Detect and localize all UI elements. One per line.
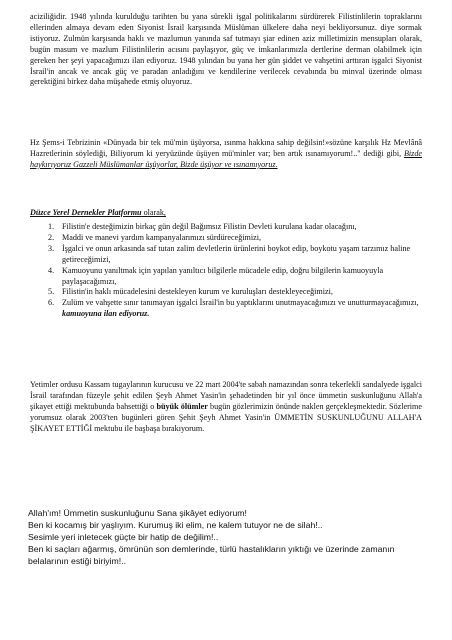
- paragraph-sems-mevlana-quote: [30, 138, 422, 171]
- list-item-text: Filistin'e desteğimizin birkaç gün değil Bağımsız Filistin Devleti kurulana kadar olacağını,: [62, 222, 357, 231]
- list-item-text: Filistin'in haklı mücadelesini destekleyen kurum ve kuruluşları destekleyeceğimizi,: [62, 287, 333, 297]
- list-item: [48, 298, 422, 320]
- platform-title-suffix: olarak,: [141, 208, 166, 217]
- list-item: [48, 244, 422, 266]
- list-item: [48, 222, 422, 233]
- closing-line: Sesimle yeri inletecek güçte bir hatip de değilim!..: [28, 531, 219, 542]
- commitment-list: [48, 222, 422, 320]
- list-item-text: İşgalci ve onun arkasında saf tutan zalim devletlerin ürünlerini boykot edip, boykotu yaşam tarzımız haline getireceğimizi,: [62, 243, 411, 264]
- yasin-text-before: Yetimler ordusu Kassam tugaylarının kurucusu ve 22 mart 2004'te sabah namazından sonra tekerlekli sandalyede işgalci İsrail tarafından füzeyle şehit edilen Şeyh Ahmet Yasin'in şehadetinden bir yıl önce ümmetin suskunluğunu Allah'a şikayet ettiği mektubunda bahsettiği o: [30, 380, 422, 411]
- closing-letter-excerpt: [28, 508, 428, 568]
- list-item-number: 1.: [48, 222, 55, 231]
- list-item-text: Zulüm ve vahşette sınır tanımayan işgalci İsrail'in bu yaptıklarını unutmayacağımızı ve unutturmayacağımızı,: [62, 298, 419, 308]
- list-item-text: Maddi ve manevi yardım kampanyalarımızı sürdüreceğimizi,: [62, 232, 261, 242]
- list-item: [48, 266, 422, 288]
- yasin-bold-phrase: büyük ölümler: [156, 401, 208, 411]
- yasin-text-after: bugün gözlerimizin önünde naklen gerçekleşmektedir. Sözlerime yorumsuz olarak 2003'ten bugünleri gören Şehit Şeyh Ahmet Yasin'in ÜMMETİN SUSKUNLUĞUNU ALLAH'A ŞİKAYET ETTİĞİ mektubu ile başbaşa bırakıyorum.: [30, 401, 422, 433]
- list-item-number: 4.: [48, 265, 55, 275]
- list-item: [48, 287, 422, 298]
- quote-underlined-statement: Bizde haykırıyoruz Gazzeli Müslümanlar üşüyorlar, Bizde üşüyor ve ısınamıyoruz.: [30, 148, 422, 169]
- list-item-number: 2.: [48, 232, 55, 242]
- platform-heading: [30, 208, 166, 219]
- closing-line: Ben ki saçları ağarmış, ömrünün son demlerinde, türlü hastalıkların yıktığı ve üzerinde zamanın belalarının estiği biriyim!..: [28, 543, 395, 566]
- list-item-number: 5.: [48, 287, 55, 297]
- closing-line: Ben ki kocamış bir yaşlıyım. Kurumuş iki elim, ne kalem tutuyor ne de silah!..: [28, 519, 323, 530]
- closing-line: Allah'ım! Ümmetin suskunluğunu Sana şikâyet ediyorum!: [28, 508, 247, 518]
- quote-text: Hz Şems-i Tebrizinin «Dünyada bir tek mü'min üşüyorsa, ısınma hakkına sahip değilsin!»sözüne karşılık Hz Mevlânâ Hazretlerinin söylediği, Biliyorum ki yeryüzünde üşüyen mü'minler var; ben artık ısınamıyorum!.." dediği gibi,: [30, 138, 422, 158]
- list-item-emphasis: kamuoyuna ilan ediyoruz.: [62, 309, 150, 319]
- list-item-text: Kamuoyunu yanıltmak için yapılan yanıltıcı bilgilerle mücadele edip, doğru bilgilerin kamuoyuyla paylaşacağımızı,: [62, 265, 384, 286]
- platform-title: Düzce Yerel Dernekler Platformu: [30, 208, 142, 217]
- list-item-number: 6.: [48, 298, 55, 308]
- list-item: [48, 233, 422, 244]
- paragraph-ahmet-yasin: [30, 380, 422, 435]
- list-item-number: 3.: [48, 243, 55, 253]
- paragraph-gaza-statement: aciziliğidir. 1948 yılında kurulduğu tarihten bu yana sürekli işgal politikalarını sürdürerek Filistinlilerin topraklarını ellerinden almaya devam eden Siyonist İsrail karşısında Müslüman ülkelere daha neyi bekliyorsunuz. diye sormak istiyoruz. Zulmün karşısında haklı ve mazlumun yanında saf tutmayı şiar edinen aziz milletimizin mensupları olarak, bugün masum ve mazlum Filistinlilerin acısını paylaşıyor, güç ve imkanlarımızla dertlerine derman olabilmek için gereken her şeyi yapacağımızı ilan ediyoruz. 1948 yılından bu yana her gün şiddet ve vahşetini arttıran işgalci Siyonist İsrail'in ancak ve ancak güç ve paradan anladığını ve kendilerine verilecek cevabında bu minval üzerinde olması gerektiğini birkez daha müşahede etmiş oluyoruz.: [30, 12, 422, 87]
